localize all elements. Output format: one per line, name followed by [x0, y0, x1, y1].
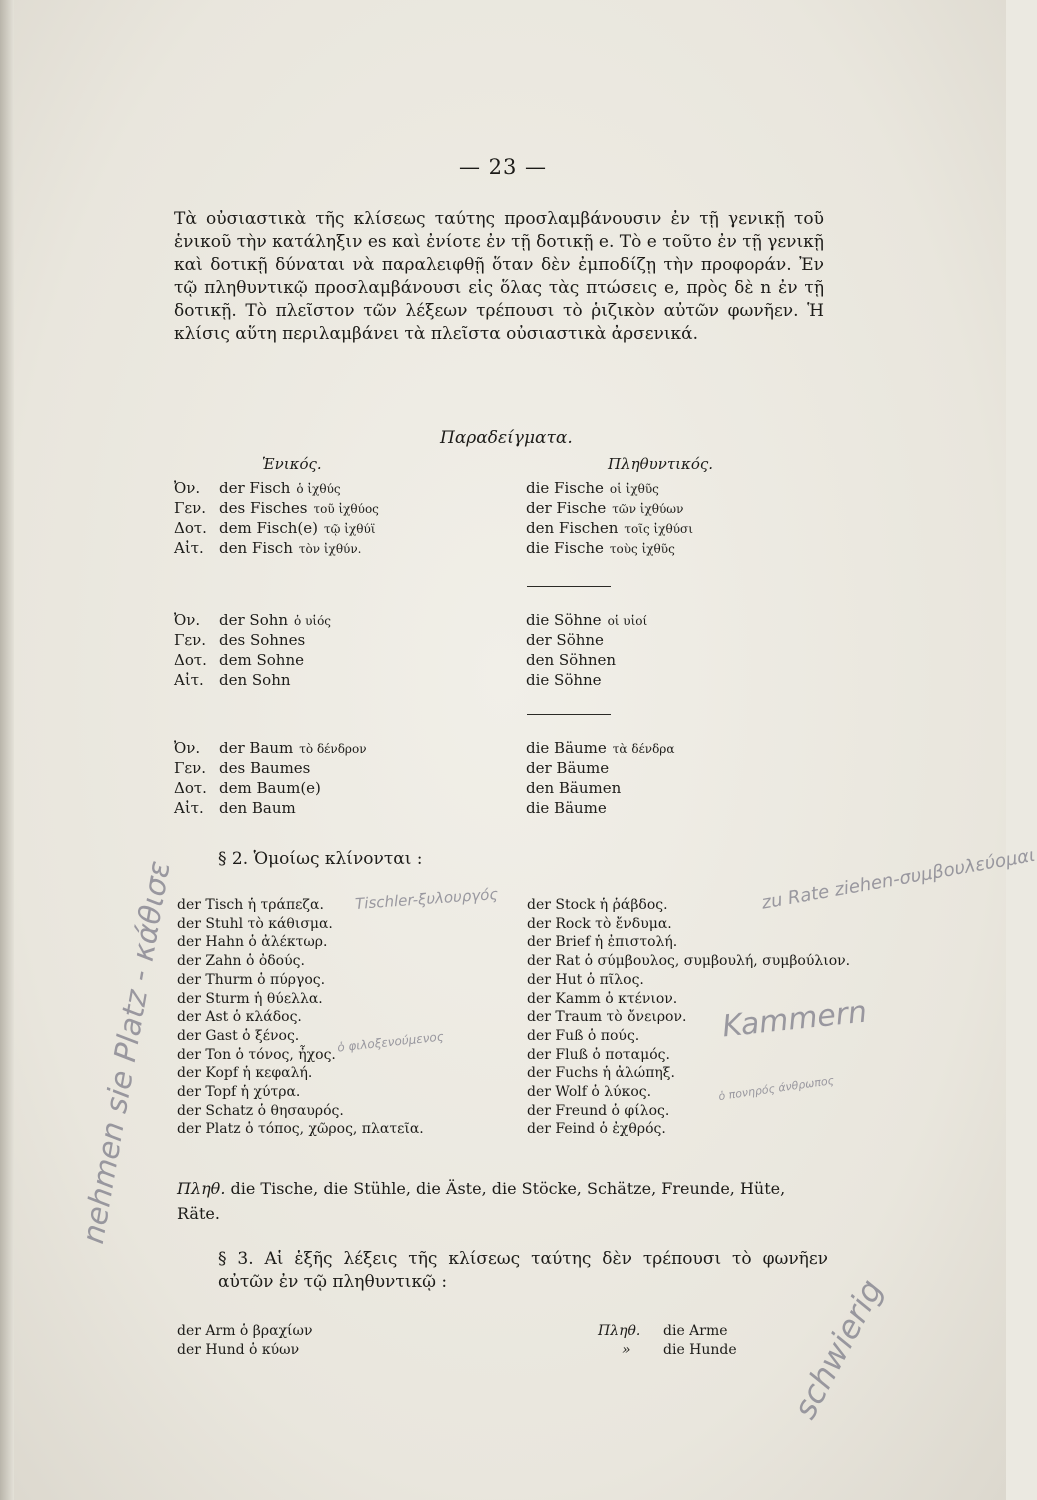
table-row — [174, 498, 784, 518]
handwritten-note-tisch: Tischler-ξυλουργός — [354, 885, 499, 913]
list-item: der Rock τὸ ἔνδυμα. — [527, 915, 672, 932]
case-label: Αἰτ. — [174, 799, 204, 817]
greek-gloss: τὰ δένδρα — [612, 742, 675, 756]
plural-heading: Πληθυντικός. — [608, 455, 714, 473]
list-item: der Tisch ἡ τράπεζα. — [177, 897, 324, 913]
no-umlaut-plural-labels — [598, 1322, 640, 1360]
handwritten-note-gast: ὁ φιλοξενούμενος — [336, 1029, 445, 1055]
list-item: der Schatz ὁ θησαυρός. — [177, 1102, 344, 1119]
singular-form: den Fisch τὸν ἰχθύν. — [219, 539, 362, 557]
table-row — [174, 610, 784, 630]
list-item: der Ton ὁ τόνος, ἦχος. — [177, 1046, 336, 1063]
greek-gloss: τῶν ἰχθύων — [612, 502, 684, 516]
case-label: Δοτ. — [174, 779, 207, 797]
list-item: der Hahn ὁ ἀλέκτωρ. — [177, 934, 328, 951]
word-list-left — [177, 896, 424, 1139]
table-row — [174, 758, 784, 778]
case-label: Γεν. — [174, 499, 207, 517]
list-item: der Stuhl τὸ κάθισμα. — [177, 915, 333, 932]
greek-gloss: τῷ ἰχθύϊ — [324, 522, 376, 536]
list-item: der Kopf ἡ κεφαλή. — [177, 1065, 313, 1082]
list-item: der Traum τὸ ὄνειρον. — [527, 1009, 687, 1026]
no-umlaut-list — [177, 1322, 312, 1360]
list-item: der Fuchs ἡ ἀλώπηξ. — [527, 1065, 675, 1082]
handwritten-note-rat: zu Rate ziehen-συμβουλεύομαι — [759, 844, 1037, 914]
greek-gloss: τοῖς ἰχθύσι — [624, 522, 693, 536]
section-3-heading — [218, 1248, 828, 1294]
table-divider — [527, 586, 611, 587]
list-item: der Topf ἡ χύτρα. — [177, 1084, 301, 1101]
plural-examples — [177, 1176, 827, 1226]
singular-heading: Ἑνικός. — [262, 455, 322, 473]
table-row — [174, 670, 784, 690]
table-row — [174, 478, 784, 498]
list-item: der Kamm ὁ κτένιον. — [527, 990, 678, 1007]
table-row — [174, 778, 784, 798]
handwritten-note-fuchs: ὁ πονηρός άνθρωπος — [717, 1073, 835, 1104]
plural-form: die Fische οἱ ἰχθῦς — [526, 479, 659, 497]
case-label: Αἰτ. — [174, 671, 204, 689]
list-item: der Feind ὁ ἐχθρός. — [527, 1121, 666, 1138]
ditto-mark: » — [622, 1342, 631, 1358]
singular-form: den Baum — [219, 799, 296, 817]
singular-form: der Sohn ὁ υἱός — [219, 611, 332, 629]
case-label: Γεν. — [174, 631, 207, 649]
table-divider — [527, 714, 611, 715]
page-binding-shadow — [0, 0, 14, 1500]
list-item: die Arme — [663, 1323, 728, 1339]
list-item: der Brief ἡ ἐπιστολή. — [527, 934, 678, 951]
list-item: der Zahn ὁ ὀδούς. — [177, 953, 305, 970]
greek-gloss: τοὺς ἰχθῦς — [609, 542, 675, 556]
list-item: der Hund ὁ κύων — [177, 1342, 300, 1358]
list-item: der Arm ὁ βραχίων — [177, 1323, 313, 1339]
plural-form: den Fischen τοῖς ἰχθύσι — [526, 519, 693, 537]
table-row — [174, 518, 784, 538]
list-item: der Freund ὁ φίλος. — [527, 1102, 670, 1119]
case-label: Αἰτ. — [174, 539, 204, 557]
case-label: Γεν. — [174, 759, 207, 777]
plural-form: die Söhne οἱ υἱοί — [526, 611, 648, 629]
page-number: — 23 — — [458, 155, 548, 179]
declension-table-sohn — [174, 610, 784, 690]
greek-gloss: τὸν ἰχθύν. — [298, 542, 362, 556]
plural-label: Πληθ. — [598, 1323, 641, 1339]
list-item: der Rat ὁ σύμβουλος, συμβουλή, συμβούλιον. — [527, 953, 851, 970]
singular-form: des Fisches τοῦ ἰχθύος — [219, 499, 379, 517]
plural-form: den Bäumen — [526, 779, 622, 797]
list-item: der Thurm ὁ πύργος. — [177, 971, 326, 988]
handwritten-note-kammer: Kammern — [720, 994, 869, 1045]
list-item: der Ast ὁ κλάδος. — [177, 1009, 302, 1026]
greek-gloss: τοῦ ἰχθύος — [313, 502, 379, 516]
list-item: der Platz ὁ τόπος, χῶρος, πλατεῖα. — [177, 1121, 424, 1138]
plural-form: der Söhne — [526, 631, 604, 649]
case-label: Δοτ. — [174, 651, 207, 669]
greek-gloss: οἱ ἰχθῦς — [609, 482, 659, 496]
greek-gloss: ὁ ἰχθύς — [296, 482, 341, 496]
examples-title: Παραδείγματα. — [440, 428, 573, 448]
case-label: Ὀν. — [174, 479, 201, 497]
plural-form: die Fische τοὺς ἰχθῦς — [526, 539, 675, 557]
table-row — [174, 650, 784, 670]
singular-form: des Baumes — [219, 759, 311, 777]
section-3-text: § 3. Αἱ ἑξῆς λέξεις τῆς κλίσεως ταύτης δὲν τρέπουσι τὸ φωνῆεν αὐτῶν ἐν τῷ πληθυντικῷ : — [218, 1249, 828, 1292]
greek-gloss: ὁ υἱός — [294, 614, 332, 628]
singular-form: der Fisch ὁ ἰχθύς — [219, 479, 341, 497]
list-item: der Hut ὁ πῖλος. — [527, 971, 644, 988]
singular-form: der Baum τὸ δένδρον — [219, 739, 367, 757]
greek-gloss: τὸ δένδρον — [299, 742, 367, 756]
list-item: der Gast ὁ ξένος. — [177, 1027, 300, 1044]
plural-form: die Bäume — [526, 799, 607, 817]
handwritten-margin-note: nehmen sie Platz - κάθισε — [75, 858, 178, 1247]
case-label: Δοτ. — [174, 519, 207, 537]
declension-table-baum — [174, 738, 784, 818]
plural-text: die Tische, die Stühle, die Äste, die Stöcke, Schätze, Freunde, Hüte, Räte. — [177, 1179, 786, 1223]
singular-form: dem Sohne — [219, 651, 304, 669]
list-item: der Fluß ὁ ποταμός. — [527, 1046, 670, 1063]
list-item: der Sturm ἡ θύελλα. — [177, 990, 323, 1007]
table-row — [174, 630, 784, 650]
table-row — [174, 738, 784, 758]
handwritten-note-schwierig: schwierig — [785, 1273, 891, 1425]
singular-form: den Sohn — [219, 671, 291, 689]
singular-form: dem Baum(e) — [219, 779, 321, 797]
intro-text: Τὰ οὐσιαστικὰ τῆς κλίσεως ταύτης προσλαμβάνουσιν ἐν τῇ γενικῇ τοῦ ἑνικοῦ τὴν κατάληξιν es καὶ ἐνίοτε ἐν τῇ δοτικῇ e. Τὸ e τοῦτο ἐν τῇ γενικῇ καὶ δοτικῇ δύναται νὰ παραλειφθῇ ὅταν δὲν ἐμποδίζῃ τὴν προφοράν. Ἐν τῷ πληθυντικῷ προσλαμβάνουσι εἰς ὅλας τὰς πτώσεις e, πρὸς δὲ n ἐν τῇ δοτικῇ. Τὸ πλεῖστον τῶν λέξεων τρέπουσι τὸ ῥιζικὸν αὐτῶν φωνῆεν. Ἡ κλίσις αὕτη περιλαμβάνει τὰ πλεῖστα οὐσιαστικὰ ἀρσενικά. — [174, 209, 824, 344]
singular-form: des Sohnes — [219, 631, 306, 649]
plural-form: der Fische τῶν ἰχθύων — [526, 499, 684, 517]
list-item: der Wolf ὁ λύκος. — [527, 1084, 652, 1101]
table-row — [174, 798, 784, 818]
list-item: der Stock ἡ ῥάβδος. — [527, 897, 668, 913]
singular-form: dem Fisch(e) τῷ ἰχθύϊ — [219, 519, 376, 537]
intro-paragraph — [174, 208, 824, 346]
case-label: Ὀν. — [174, 611, 201, 629]
section-2-heading: § 2. Ὁμοίως κλίνονται : — [218, 849, 423, 869]
plural-form: der Bäume — [526, 759, 610, 777]
plural-label: Πληθ. — [177, 1179, 226, 1198]
declension-table-fisch — [174, 478, 784, 558]
greek-gloss: οἱ υἱοί — [607, 614, 648, 628]
plural-form: den Söhnen — [526, 651, 617, 669]
table-row — [174, 538, 784, 558]
list-item: der Fuß ὁ πούς. — [527, 1027, 640, 1044]
plural-form: die Bäume τὰ δένδρα — [526, 739, 675, 757]
list-item: die Hunde — [663, 1342, 737, 1358]
plural-form: die Söhne — [526, 671, 602, 689]
case-label: Ὀν. — [174, 739, 201, 757]
no-umlaut-plurals — [663, 1322, 737, 1360]
